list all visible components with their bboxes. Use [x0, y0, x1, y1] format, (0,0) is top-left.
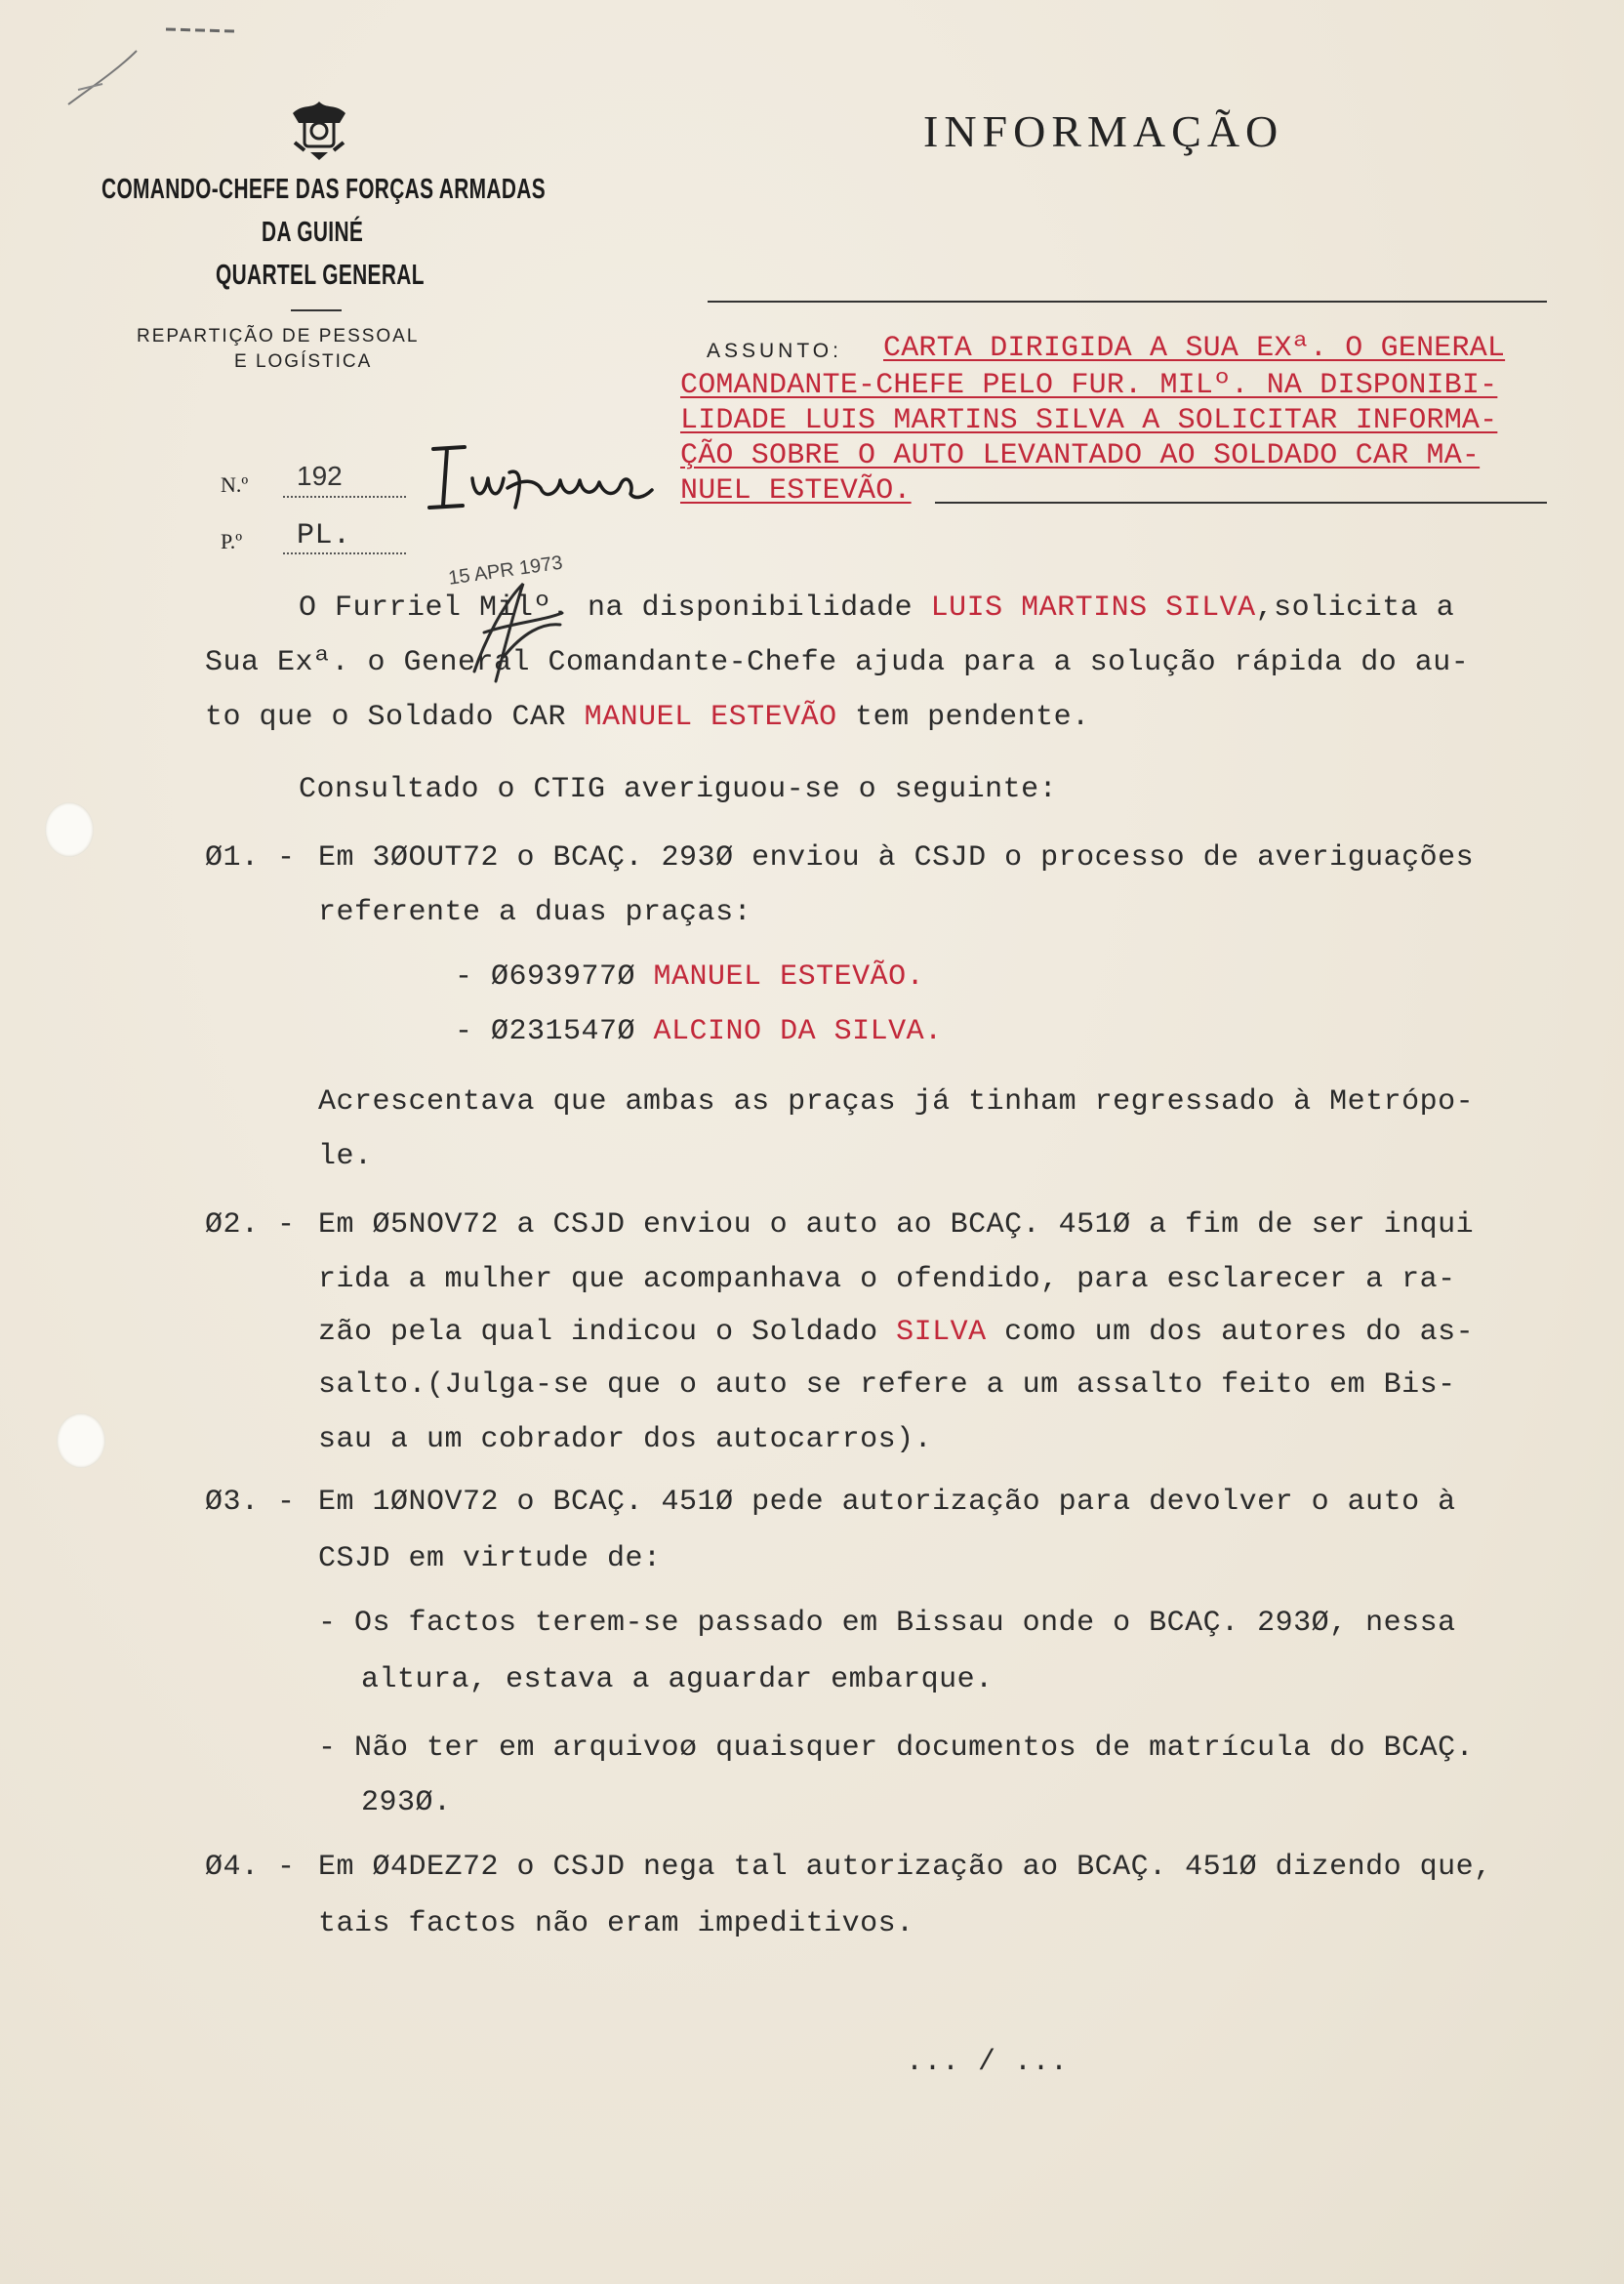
- subject-line: ÇÃO SOBRE O AUTO LEVANTADO AO SOLDADO CAR MA-: [680, 439, 1481, 472]
- paragraph-line: salto.(Julga-se que o auto se refere a um assalto feito em Bis-: [318, 1368, 1456, 1402]
- paragraph-number: Ø1. -: [205, 841, 296, 875]
- bullet-line: - Não ter em arquivoø quaisquer documentos de matrícula do BCAÇ.: [318, 1732, 1475, 1765]
- punch-hole: [45, 802, 94, 857]
- org-name-line: QUARTEL GENERAL: [216, 260, 425, 291]
- department-line: E LOGÍSTICA: [234, 351, 373, 372]
- paragraph-line: Acrescentava que ambas as praças já tinham regressado à Metrópo-: [318, 1085, 1475, 1119]
- department-line: REPARTIÇÃO DE PESSOAL: [137, 326, 420, 347]
- process-label: P.º: [221, 529, 243, 553]
- paragraph-number: Ø4. -: [205, 1851, 296, 1884]
- consult-line: Consultado o CTIG averiguou-se o seguinte:: [299, 773, 1058, 806]
- list-item: - Ø693977Ø MANUEL ESTEVÃO.: [455, 960, 925, 994]
- signature-scribble: [445, 564, 591, 701]
- subject-line: LIDADE LUIS MARTINS SILVA A SOLICITAR INFORMA-: [680, 404, 1498, 437]
- intro-line: O Furriel Milº. na disponibilidade LUIS MARTINS SILVA,solicita a: [299, 591, 1455, 625]
- date-stamp: 15 APR 1973: [447, 551, 564, 590]
- paragraph-line: Em Ø5NOV72 a CSJD enviou o auto ao BCAÇ. 451Ø a fim de ser inqui: [318, 1208, 1475, 1242]
- subject-line: COMANDANTE-CHEFE PELO FUR. MILº. NA DISPONIBI-: [680, 369, 1498, 402]
- handwritten-annotation: [426, 429, 660, 517]
- paragraph-line: tais factos não eram impeditivos.: [318, 1907, 914, 1940]
- paragraph-line: Em 1ØNOV72 o BCAÇ. 451Ø pede autorização para devolver o auto à: [318, 1486, 1456, 1519]
- paragraph-line: rida a mulher que acompanhava o ofendido, para esclarecer a ra-: [318, 1263, 1456, 1296]
- bullet-line: - Os factos terem-se passado em Bissau onde o BCAÇ. 293Ø, nessa: [318, 1607, 1456, 1640]
- title-divider: [708, 301, 1547, 303]
- subject-end-rule: [935, 502, 1547, 504]
- continuation-mark: ... / ...: [906, 2046, 1069, 2079]
- number-label: N.º: [221, 472, 249, 497]
- subject-line: CARTA DIRIGIDA A SUA EXª. O GENERAL: [883, 332, 1506, 365]
- paragraph-line: referente a duas praças:: [318, 896, 752, 929]
- number-dotted-rule: [283, 496, 406, 498]
- number-value: 192: [297, 461, 343, 491]
- paragraph-line: Em 3ØOUT72 o BCAÇ. 293Ø enviou à CSJD o processo de averiguações: [318, 841, 1475, 875]
- paragraph-line: Em Ø4DEZ72 o CSJD nega tal autorização ao BCAÇ. 451Ø dizendo que,: [318, 1851, 1492, 1884]
- bullet-line: altura, estava a aguardar embarque.: [361, 1663, 994, 1696]
- intro-line: to que o Soldado CAR MANUEL ESTEVÃO tem pendente.: [205, 701, 1090, 734]
- punch-hole: [57, 1413, 105, 1468]
- process-value: PL.: [297, 519, 351, 552]
- subject-line: NUEL ESTEVÃO.: [680, 474, 912, 508]
- subject-label: ASSUNTO:: [707, 340, 842, 362]
- process-dotted-rule: [283, 552, 406, 554]
- name-highlight: LUIS MARTINS SILVA: [930, 591, 1256, 625]
- paragraph-number: Ø3. -: [205, 1486, 296, 1519]
- name-highlight: SILVA: [896, 1316, 987, 1349]
- header-divider: [291, 309, 342, 311]
- org-name-line: COMANDO-CHEFE DAS FORÇAS ARMADAS: [102, 174, 547, 205]
- paragraph-line: sau a um cobrador dos autocarros).: [318, 1423, 933, 1456]
- name-highlight: MANUEL ESTEVÃO.: [653, 960, 925, 994]
- org-name-line: DA GUINÉ: [262, 217, 364, 248]
- name-highlight: ALCINO DA SILVA.: [653, 1015, 943, 1048]
- list-item: - Ø231547Ø ALCINO DA SILVA.: [455, 1015, 943, 1048]
- document-title: INFORMAÇÃO: [923, 106, 1284, 156]
- paragraph-line: le.: [318, 1140, 373, 1173]
- paragraph-line: CSJD em virtude de:: [318, 1542, 662, 1575]
- intro-line: Sua Exª. o General Comandante-Chefe ajuda para a solução rápida do au-: [205, 646, 1470, 679]
- corner-pencil-mark: [49, 21, 273, 119]
- paragraph-line: zão pela qual indicou o Soldado SILVA como um dos autores do as-: [318, 1316, 1475, 1349]
- coat-of-arms-emblem-icon: [285, 94, 353, 162]
- bullet-line: 293Ø.: [361, 1786, 452, 1819]
- name-highlight: MANUEL ESTEVÃO: [584, 701, 837, 734]
- paragraph-number: Ø2. -: [205, 1208, 296, 1242]
